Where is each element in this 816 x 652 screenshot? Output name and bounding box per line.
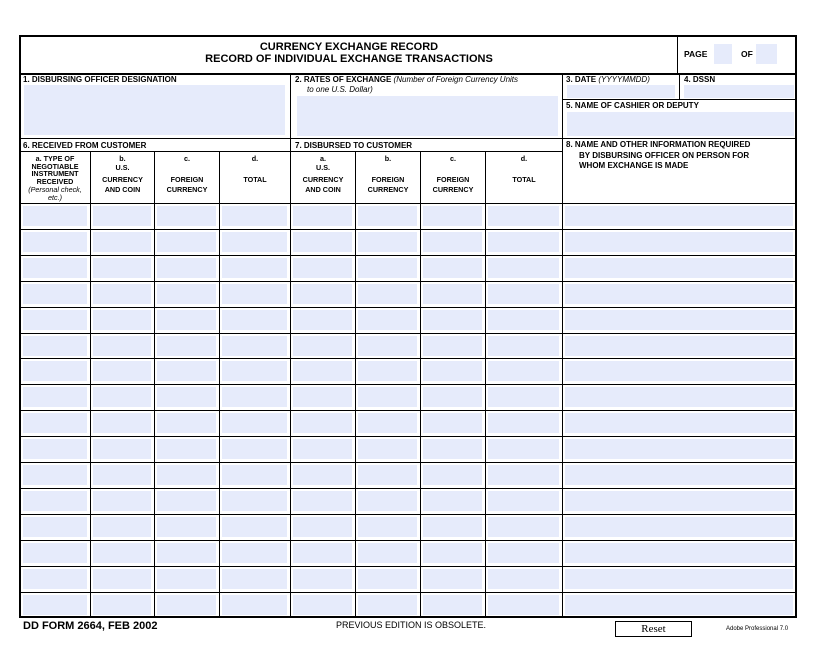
received-us-currency-input[interactable] <box>93 336 151 356</box>
block3-note: (YYYYMMDD) <box>598 75 650 84</box>
disbursed-foreign-currency-c-input[interactable] <box>423 310 482 330</box>
disbursed-total-input[interactable] <box>488 310 559 330</box>
disbursed-total-input[interactable] <box>488 232 559 252</box>
col6a-line2: NEGOTIABLE <box>31 162 79 171</box>
received-foreign-currency-input[interactable] <box>157 543 216 563</box>
customer-info-input[interactable] <box>565 310 793 330</box>
disbursed-total-input[interactable] <box>488 491 559 511</box>
row-divider <box>20 255 796 256</box>
col7c-line2: CURRENCY <box>432 185 474 194</box>
disbursed-total-input[interactable] <box>488 387 559 407</box>
divider <box>20 203 796 204</box>
divider <box>290 74 291 600</box>
block2-label <box>295 75 518 85</box>
instrument-type-input[interactable] <box>23 361 87 381</box>
customer-info-input[interactable] <box>565 439 793 459</box>
instrument-type-input[interactable] <box>23 517 87 537</box>
column-divider <box>562 590 563 616</box>
received-foreign-currency-input[interactable] <box>157 595 216 615</box>
col6c-line1: FOREIGN <box>170 175 204 184</box>
rates-of-exchange-input[interactable] <box>297 96 558 136</box>
received-foreign-currency-input[interactable] <box>157 310 216 330</box>
received-us-currency-input[interactable] <box>93 310 151 330</box>
received-us-currency-input[interactable] <box>93 439 151 459</box>
col7c-header <box>421 154 485 194</box>
disbursed-foreign-currency-c-input[interactable] <box>423 543 482 563</box>
disbursed-us-currency-input[interactable] <box>293 258 352 278</box>
disbursed-foreign-currency-b-input[interactable] <box>358 517 417 537</box>
row-divider <box>20 488 796 489</box>
disbursed-us-currency-input[interactable] <box>293 439 352 459</box>
col7a-header <box>291 154 355 194</box>
reset-button[interactable]: Reset <box>615 621 692 637</box>
disbursed-total-input[interactable] <box>488 543 559 563</box>
block3-label-text: 3. DATE <box>566 75 597 84</box>
divider <box>20 138 796 139</box>
row-divider <box>20 281 796 282</box>
title-line-2: RECORD OF INDIVIDUAL EXCHANGE TRANSACTIONS <box>205 53 493 65</box>
divider <box>677 36 678 74</box>
instrument-type-input[interactable] <box>23 543 87 563</box>
received-us-currency-input[interactable] <box>93 595 151 615</box>
customer-info-input[interactable] <box>565 258 793 278</box>
col7a-letter: a. <box>320 154 326 163</box>
disbursed-us-currency-input[interactable] <box>293 336 352 356</box>
divider <box>20 151 290 152</box>
instrument-type-input[interactable] <box>23 595 87 615</box>
customer-info-input[interactable] <box>565 595 793 615</box>
row-divider <box>20 540 796 541</box>
page-number-input[interactable] <box>714 44 732 64</box>
col7c-letter: c. <box>450 154 456 163</box>
of-label: OF <box>741 49 753 59</box>
disbursed-foreign-currency-b-input[interactable] <box>358 258 417 278</box>
disbursed-total-input[interactable] <box>488 284 559 304</box>
block5-label: 5. NAME OF CASHIER OR DEPUTY <box>566 101 699 110</box>
received-foreign-currency-input[interactable] <box>157 258 216 278</box>
received-total-input[interactable] <box>222 284 287 304</box>
page-label: PAGE <box>684 49 708 59</box>
divider <box>291 151 562 152</box>
disbursed-foreign-currency-b-input[interactable] <box>358 361 417 381</box>
disbursed-total-input[interactable] <box>488 465 559 485</box>
form-title <box>21 41 677 71</box>
customer-info-input[interactable] <box>565 517 793 537</box>
received-foreign-currency-input[interactable] <box>157 387 216 407</box>
block7-label: 7. DISBURSED TO CUSTOMER <box>295 141 413 150</box>
edition-note: PREVIOUS EDITION IS OBSOLETE. <box>336 620 487 630</box>
disbursed-us-currency-input[interactable] <box>293 310 352 330</box>
disbursed-foreign-currency-c-input[interactable] <box>423 361 482 381</box>
instrument-type-input[interactable] <box>23 569 87 589</box>
received-total-input[interactable] <box>222 232 287 252</box>
block1-label: 1. DISBURSING OFFICER DESIGNATION <box>23 75 177 84</box>
col7a-line3: AND COIN <box>305 185 341 194</box>
block6-label: 6. RECEIVED FROM CUSTOMER <box>23 141 147 150</box>
disbursed-foreign-currency-b-input[interactable] <box>358 206 417 226</box>
disbursed-us-currency-input[interactable] <box>293 517 352 537</box>
disbursed-foreign-currency-c-input[interactable] <box>423 206 482 226</box>
instrument-type-input[interactable] <box>23 206 87 226</box>
disbursed-foreign-currency-b-input[interactable] <box>358 439 417 459</box>
disbursed-total-input[interactable] <box>488 517 559 537</box>
disbursed-foreign-currency-c-input[interactable] <box>423 517 482 537</box>
col7b-header <box>356 154 420 194</box>
row-divider <box>20 592 796 593</box>
received-us-currency-input[interactable] <box>93 413 151 433</box>
col6d-line1: TOTAL <box>243 175 267 184</box>
disbursed-us-currency-input[interactable] <box>293 465 352 485</box>
form-id: DD FORM 2664, FEB 2002 <box>23 620 158 632</box>
date-input[interactable] <box>567 85 675 98</box>
cashier-name-input[interactable] <box>567 112 794 136</box>
received-foreign-currency-input[interactable] <box>157 413 216 433</box>
disbursed-total-input[interactable] <box>488 258 559 278</box>
disbursed-us-currency-input[interactable] <box>293 387 352 407</box>
received-us-currency-input[interactable] <box>93 232 151 252</box>
row-divider <box>20 229 796 230</box>
received-total-input[interactable] <box>222 413 287 433</box>
customer-info-input[interactable] <box>565 491 793 511</box>
received-foreign-currency-input[interactable] <box>157 336 216 356</box>
instrument-type-input[interactable] <box>23 465 87 485</box>
disbursed-foreign-currency-b-input[interactable] <box>358 310 417 330</box>
customer-info-input[interactable] <box>565 569 793 589</box>
received-total-input[interactable] <box>222 569 287 589</box>
col6c-line2: CURRENCY <box>166 185 208 194</box>
disbursed-total-input[interactable] <box>488 439 559 459</box>
disbursed-foreign-currency-b-input[interactable] <box>358 491 417 511</box>
col7b-line2: CURRENCY <box>367 185 409 194</box>
received-foreign-currency-input[interactable] <box>157 491 216 511</box>
received-total-input[interactable] <box>222 491 287 511</box>
disbursed-foreign-currency-b-input[interactable] <box>358 465 417 485</box>
disbursed-foreign-currency-b-input[interactable] <box>358 569 417 589</box>
disbursed-us-currency-input[interactable] <box>293 284 352 304</box>
customer-info-input[interactable] <box>565 232 793 252</box>
disbursed-foreign-currency-c-input[interactable] <box>423 491 482 511</box>
col6a-line1: a. TYPE OF <box>35 154 75 163</box>
instrument-type-input[interactable] <box>23 284 87 304</box>
disbursed-foreign-currency-c-input[interactable] <box>423 336 482 356</box>
received-total-input[interactable] <box>222 465 287 485</box>
disbursed-foreign-currency-c-input[interactable] <box>423 595 482 615</box>
block8-label-line2: BY DISBURSING OFFICER ON PERSON FOR <box>579 151 750 160</box>
col7c-line1: FOREIGN <box>436 175 470 184</box>
disbursed-total-input[interactable] <box>488 206 559 226</box>
disbursed-total-input[interactable] <box>488 336 559 356</box>
disbursed-foreign-currency-c-input[interactable] <box>423 387 482 407</box>
received-total-input[interactable] <box>222 439 287 459</box>
received-us-currency-input[interactable] <box>93 206 151 226</box>
block8-label-line1: 8. NAME AND OTHER INFORMATION REQUIRED <box>566 140 751 149</box>
row-divider <box>20 436 796 437</box>
customer-info-input[interactable] <box>565 413 793 433</box>
instrument-type-input[interactable] <box>23 439 87 459</box>
disbursed-foreign-currency-b-input[interactable] <box>358 232 417 252</box>
disbursed-foreign-currency-c-input[interactable] <box>423 465 482 485</box>
block3-label <box>566 75 650 85</box>
instrument-type-input[interactable] <box>23 387 87 407</box>
block2-label-text: 2. RATES OF EXCHANGE <box>295 75 392 84</box>
col6d-letter: d. <box>251 154 259 163</box>
col7d-header <box>486 154 562 184</box>
received-total-input[interactable] <box>222 336 287 356</box>
col7d-line1: TOTAL <box>512 175 536 184</box>
row-divider <box>20 514 796 515</box>
software-note: Adobe Professional 7.0 <box>726 626 789 632</box>
row-divider <box>20 410 796 411</box>
disbursed-foreign-currency-c-input[interactable] <box>423 258 482 278</box>
col6a-line4: RECEIVED <box>36 177 74 186</box>
col6a-line3: INSTRUMENT <box>31 169 79 178</box>
divider <box>562 74 563 600</box>
disbursed-foreign-currency-b-input[interactable] <box>358 413 417 433</box>
title-line-1: CURRENCY EXCHANGE RECORD <box>259 41 439 53</box>
customer-info-input[interactable] <box>565 465 793 485</box>
customer-info-input[interactable] <box>565 387 793 407</box>
disbursed-total-input[interactable] <box>488 361 559 381</box>
customer-info-input[interactable] <box>565 361 793 381</box>
received-total-input[interactable] <box>222 543 287 563</box>
col6b-line3: AND COIN <box>104 185 141 194</box>
disbursed-total-input[interactable] <box>488 413 559 433</box>
block8-label-line3: WHOM EXCHANGE IS MADE <box>579 161 689 170</box>
disbursed-foreign-currency-c-input[interactable] <box>423 413 482 433</box>
disbursed-us-currency-input[interactable] <box>293 232 352 252</box>
received-foreign-currency-input[interactable] <box>157 569 216 589</box>
column-divider <box>290 590 291 616</box>
instrument-type-input[interactable] <box>23 258 87 278</box>
col7d-letter: d. <box>520 154 528 163</box>
received-total-input[interactable] <box>222 258 287 278</box>
received-foreign-currency-input[interactable] <box>157 232 216 252</box>
disbursed-us-currency-input[interactable] <box>293 595 352 615</box>
col6b-line1: U.S. <box>115 163 130 172</box>
col7b-line1: FOREIGN <box>371 175 405 184</box>
block2-note: (Number of Foreign Currency Units <box>393 75 519 84</box>
disbursed-total-input[interactable] <box>488 595 559 615</box>
col6b-letter: b. <box>119 154 126 163</box>
received-total-input[interactable] <box>222 387 287 407</box>
col7a-line2: CURRENCY <box>302 175 344 184</box>
received-total-input[interactable] <box>222 206 287 226</box>
col6b-header <box>91 154 154 194</box>
disbursing-officer-input[interactable] <box>24 85 285 135</box>
disbursed-foreign-currency-b-input[interactable] <box>358 336 417 356</box>
row-divider <box>20 358 796 359</box>
disbursed-us-currency-input[interactable] <box>293 569 352 589</box>
dssn-input[interactable] <box>684 85 794 98</box>
disbursed-foreign-currency-c-input[interactable] <box>423 439 482 459</box>
received-total-input[interactable] <box>222 595 287 615</box>
disbursed-foreign-currency-c-input[interactable] <box>423 284 482 304</box>
col7a-line1: U.S. <box>316 163 330 172</box>
col6a-note: (Personal check, <box>28 185 82 194</box>
disbursed-foreign-currency-b-input[interactable] <box>358 543 417 563</box>
col6c-letter: c. <box>184 154 190 163</box>
received-total-input[interactable] <box>222 361 287 381</box>
instrument-type-input[interactable] <box>23 310 87 330</box>
received-foreign-currency-input[interactable] <box>157 517 216 537</box>
disbursed-foreign-currency-c-input[interactable] <box>423 569 482 589</box>
received-foreign-currency-input[interactable] <box>157 361 216 381</box>
received-foreign-currency-input[interactable] <box>157 439 216 459</box>
received-foreign-currency-input[interactable] <box>157 465 216 485</box>
received-foreign-currency-input[interactable] <box>157 284 216 304</box>
row-divider <box>20 566 796 567</box>
col6a-header <box>20 154 90 201</box>
col7b-letter: b. <box>384 154 392 163</box>
col6b-line2: CURRENCY <box>102 175 143 184</box>
received-us-currency-input[interactable] <box>93 569 151 589</box>
customer-info-input[interactable] <box>565 206 793 226</box>
disbursed-foreign-currency-c-input[interactable] <box>423 232 482 252</box>
customer-info-input[interactable] <box>565 336 793 356</box>
received-foreign-currency-input[interactable] <box>157 206 216 226</box>
row-divider <box>20 333 796 334</box>
received-us-currency-input[interactable] <box>93 543 151 563</box>
customer-info-input[interactable] <box>565 284 793 304</box>
received-us-currency-input[interactable] <box>93 284 151 304</box>
disbursed-us-currency-input[interactable] <box>293 543 352 563</box>
customer-info-input[interactable] <box>565 543 793 563</box>
disbursed-us-currency-input[interactable] <box>293 206 352 226</box>
col6c-header <box>155 154 219 194</box>
divider <box>563 99 796 100</box>
disbursed-total-input[interactable] <box>488 569 559 589</box>
received-us-currency-input[interactable] <box>93 258 151 278</box>
instrument-type-input[interactable] <box>23 232 87 252</box>
instrument-type-input[interactable] <box>23 336 87 356</box>
received-total-input[interactable] <box>222 310 287 330</box>
row-divider <box>20 462 796 463</box>
received-us-currency-input[interactable] <box>93 387 151 407</box>
row-divider <box>20 307 796 308</box>
received-us-currency-input[interactable] <box>93 491 151 511</box>
col6a-note2: etc.) <box>48 193 62 202</box>
disbursed-us-currency-input[interactable] <box>293 491 352 511</box>
col6d-header <box>220 154 290 184</box>
page-total-input[interactable] <box>756 44 777 64</box>
received-us-currency-input[interactable] <box>93 517 151 537</box>
disbursed-foreign-currency-b-input[interactable] <box>358 595 417 615</box>
received-us-currency-input[interactable] <box>93 361 151 381</box>
disbursed-us-currency-input[interactable] <box>293 361 352 381</box>
divider <box>679 74 680 99</box>
disbursed-foreign-currency-b-input[interactable] <box>358 387 417 407</box>
received-total-input[interactable] <box>222 517 287 537</box>
disbursed-us-currency-input[interactable] <box>293 413 352 433</box>
row-divider <box>20 384 796 385</box>
block2-note2: to one U.S. Dollar) <box>307 85 373 94</box>
block4-label: 4. DSSN <box>684 75 716 84</box>
disbursed-foreign-currency-b-input[interactable] <box>358 284 417 304</box>
instrument-type-input[interactable] <box>23 491 87 511</box>
received-us-currency-input[interactable] <box>93 465 151 485</box>
instrument-type-input[interactable] <box>23 413 87 433</box>
